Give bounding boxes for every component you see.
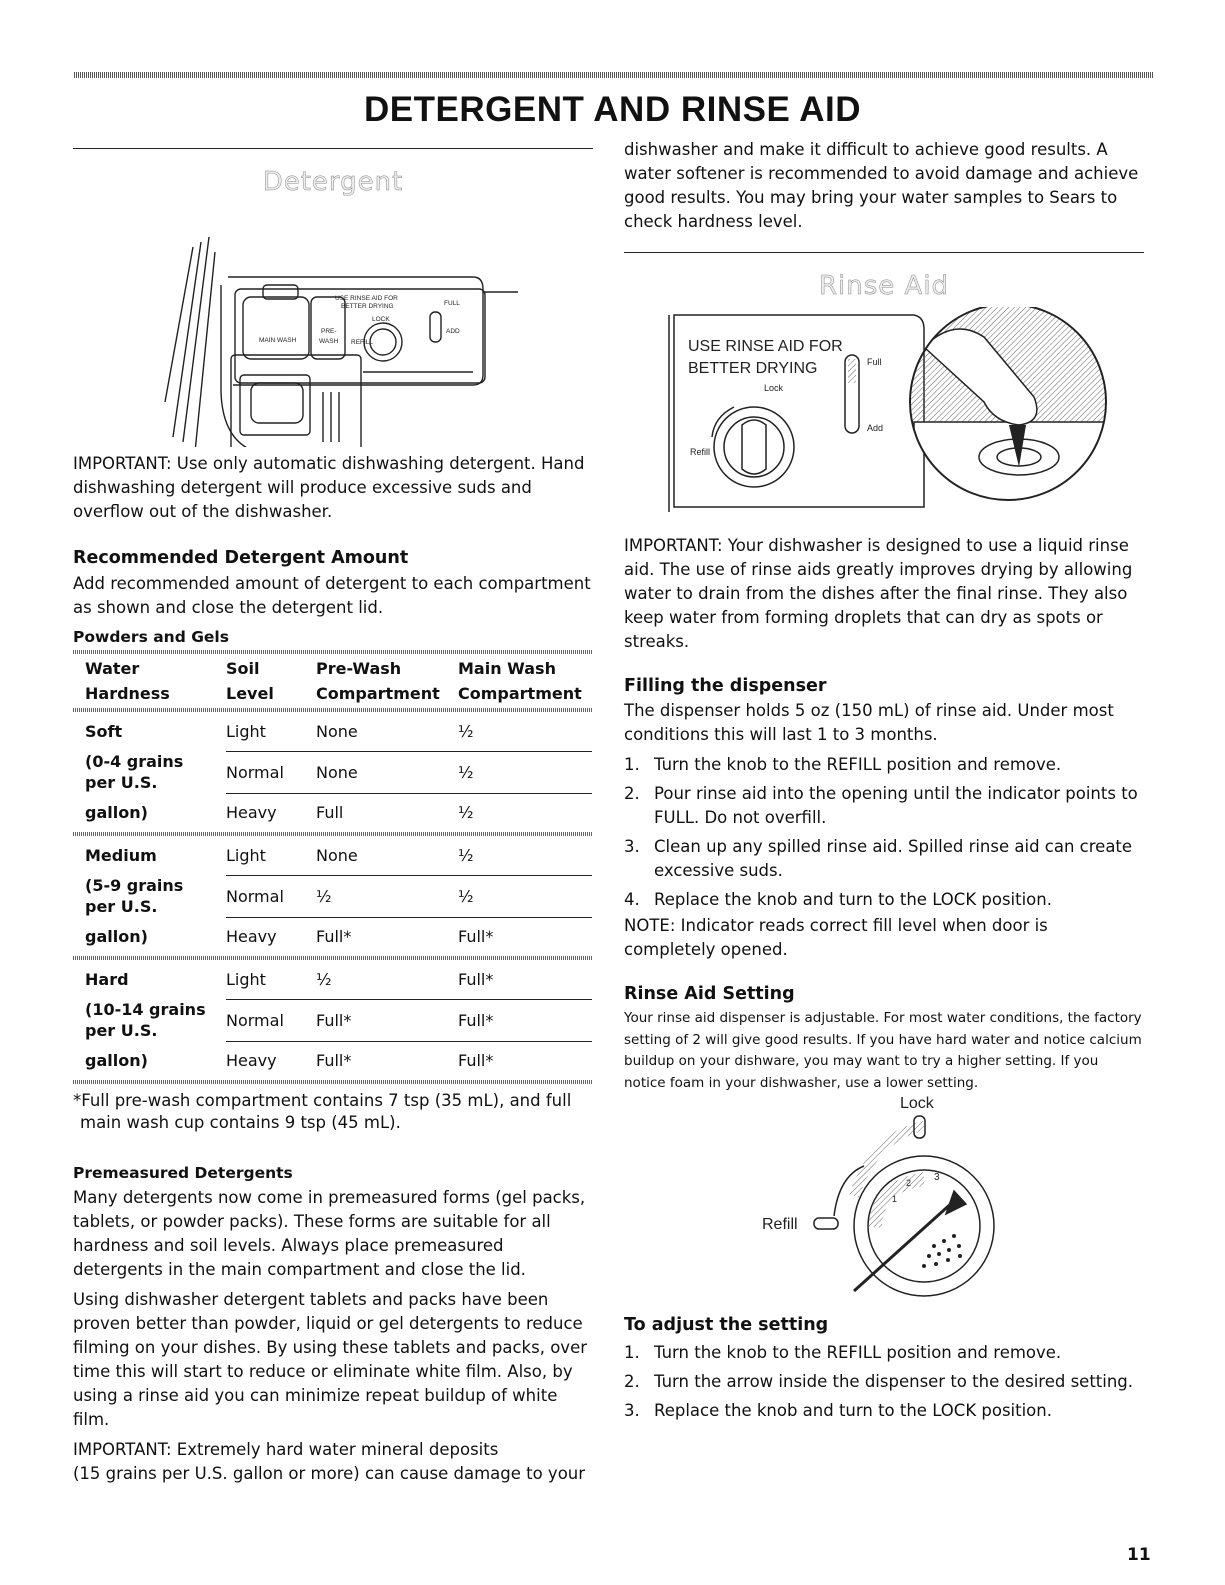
- table-row: [73, 875, 592, 917]
- svg-text:MAIN WASH: MAIN WASH: [259, 337, 297, 344]
- group-divider-hatch: [73, 1080, 593, 1084]
- knob-setting-illustration: [624, 1086, 1144, 1311]
- hardness-cell: (5-9 grains per U.S.: [85, 876, 184, 916]
- detergent-important-text: IMPORTANT: Use only automatic dishwashing detergent. Hand dishwashing detergent will produce excessive suds and overflow out of the dishwasher.: [73, 454, 585, 521]
- hardness-group: [73, 712, 592, 832]
- rinse-aid-illustration: [624, 307, 1144, 522]
- main-wash-cell: Full*: [458, 960, 592, 999]
- pre-wash-cell: ½: [316, 875, 458, 917]
- table-row: [73, 999, 592, 1041]
- table-row: [73, 712, 592, 751]
- main-wash-cell: ½: [458, 803, 474, 823]
- hardness-cell: (0-4 grains per U.S.: [85, 752, 184, 792]
- table-row: [73, 793, 592, 832]
- filling-step: 1. Turn the knob to the REFILL position and remove.: [624, 755, 1062, 774]
- right-column: [624, 138, 1144, 1428]
- header-soil-level: Soil Level: [226, 659, 274, 703]
- detergent-table: [73, 654, 592, 708]
- top-hatch-bar: [74, 72, 1154, 78]
- pre-wash-cell: Full*: [316, 999, 458, 1041]
- filling-text: The dispenser holds 5 oz (150 mL) of rinse aid. Under most conditions this will last 1 to 3 months.: [624, 701, 1114, 744]
- svg-text:Full: Full: [867, 357, 882, 367]
- soil-cell: Heavy: [226, 927, 277, 947]
- hardness-cell: gallon): [85, 1051, 148, 1070]
- svg-text:LOCK: LOCK: [372, 316, 390, 323]
- table-row: [73, 836, 592, 875]
- soil-cell: Normal: [226, 875, 316, 917]
- powders-heading: Powders and Gels: [73, 628, 229, 646]
- hardness-cell: (10-14 grains per U.S.: [85, 1000, 206, 1040]
- header-main-wash: Main Wash Compartment: [458, 659, 582, 703]
- filling-step: 3. Clean up any spilled rinse aid. Spilled rinse aid can create excessive suds.: [624, 837, 1133, 880]
- svg-text:USE RINSE AID FOR: USE RINSE AID FOR: [688, 338, 843, 355]
- table-row: [73, 960, 592, 999]
- premeasured-paragraph-1: Many detergents now come in premeasured forms (gel packs, tablets, or powder packs). These forms are suitable for all hardness and soil levels. Always place premeasured detergents in the main compartment and close the lid.: [73, 1188, 586, 1279]
- rinse-important-text: IMPORTANT: Your dishwasher is designed to use a liquid rinse aid. The use of rinse aids greatly improves drying by allowing water to drain from the dishes after the final rinse. They also keep water from forming droplets that can dry as spots or streaks.: [624, 536, 1133, 651]
- section-rule-right: [624, 252, 1144, 253]
- svg-text:Refill: Refill: [690, 447, 711, 457]
- svg-text:FULL: FULL: [444, 300, 460, 307]
- page-title: DETERGENT AND RINSE AID: [364, 90, 861, 129]
- svg-text:WASH: WASH: [319, 338, 339, 345]
- main-wash-cell: Full*: [458, 999, 592, 1041]
- soil-cell: Light: [226, 712, 316, 751]
- recommended-heading: Recommended Detergent Amount: [73, 548, 409, 568]
- table-row: [73, 751, 592, 793]
- svg-text:BETTER DRYING: BETTER DRYING: [688, 360, 818, 377]
- table-row: [73, 917, 592, 956]
- premeasured-paragraph-2: Using dishwasher detergent tablets and packs have been proven better than powder, liquid or gel detergents to reduce filming on your dishes. By using these tablets and packs, over time this will start to reduce or eliminate white film. Also, by using a rinse aid you can minimize repeat buildup of white film.: [73, 1290, 587, 1429]
- main-wash-cell: ½: [458, 836, 592, 875]
- main-wash-cell: Full*: [458, 927, 494, 947]
- footnote: *Full pre-wash compartment contains 7 tsp (35 mL), and full main wash cup contains 9 tsp (45 mL).: [73, 1091, 572, 1132]
- adjust-heading: To adjust the setting: [624, 1315, 829, 1335]
- main-wash-cell: ½: [458, 712, 592, 751]
- adjust-step: 1. Turn the knob to the REFILL position and remove.: [624, 1343, 1062, 1362]
- pre-wash-cell: Full*: [316, 927, 352, 947]
- table-row: [73, 1041, 592, 1080]
- filling-step: 2. Pour rinse aid into the opening until the indicator points to FULL. Do not overfill.: [624, 784, 1138, 827]
- hardness-group: [73, 836, 592, 956]
- page-number: 11: [1127, 1545, 1151, 1565]
- detergent-heading: Detergent: [262, 167, 404, 197]
- svg-text:PRE-: PRE-: [321, 328, 337, 335]
- svg-text:2: 2: [906, 1178, 912, 1188]
- main-wash-cell: ½: [458, 751, 592, 793]
- pre-wash-cell: ½: [316, 960, 458, 999]
- svg-text:USE RINSE AID FOR: USE RINSE AID FOR: [335, 295, 398, 302]
- adjust-steps: [624, 1341, 1144, 1423]
- detergent-dispenser-illustration: [73, 197, 593, 447]
- section-rule: [73, 148, 593, 149]
- svg-text:1: 1: [892, 1194, 898, 1204]
- header-water-hardness: Water Hardness: [85, 659, 170, 703]
- hardness-cell: Hard: [85, 970, 129, 989]
- recommended-text: Add recommended amount of detergent to each compartment as shown and close the detergent lid.: [73, 574, 591, 617]
- hardness-cell: Soft: [85, 722, 123, 741]
- svg-text:3: 3: [934, 1172, 940, 1183]
- pre-wash-cell: None: [316, 712, 458, 751]
- svg-text:ADD: ADD: [446, 328, 460, 335]
- filling-heading: Filling the dispenser: [624, 676, 827, 696]
- svg-text:REFILL: REFILL: [351, 339, 374, 346]
- premeasured-heading: Premeasured Detergents: [73, 1164, 293, 1182]
- hardness-cell: gallon): [85, 927, 148, 946]
- pre-wash-cell: None: [316, 751, 458, 793]
- continued-text: dishwasher and make it difficult to achieve good results. A water softener is recommended to avoid damage and achieve good results. You may bring your water samples to Sears to check hardness level.: [624, 140, 1139, 231]
- svg-text:BETTER DRYING: BETTER DRYING: [341, 303, 394, 310]
- note-text: NOTE: Indicator reads correct fill level when door is completely opened.: [624, 916, 1048, 959]
- main-wash-cell: Full*: [458, 1051, 494, 1071]
- soil-cell: Heavy: [226, 803, 277, 823]
- hardness-cell: gallon): [85, 803, 148, 822]
- hardness-cell: Medium: [85, 846, 157, 865]
- premeasured-paragraph-3: IMPORTANT: Extremely hard water mineral deposits (15 grains per U.S. gallon or more) can cause damage to your: [73, 1440, 586, 1483]
- table-header-row: [73, 654, 592, 708]
- filling-steps: [624, 753, 1144, 912]
- hardness-group: [73, 960, 592, 1080]
- soil-cell: Normal: [226, 751, 316, 793]
- soil-cell: Normal: [226, 999, 316, 1041]
- svg-text:Lock: Lock: [764, 383, 784, 393]
- pre-wash-cell: Full*: [316, 1051, 352, 1071]
- setting-text: Your rinse aid dispenser is adjustable. For most water conditions, the factory setting of 2 will give good results. If you have hard water and notice calcium buildup on your dishware, you may want to try a higher setting. If you notice foam in your dishwasher, use a lower setting.: [624, 1010, 1142, 1091]
- svg-text:Lock: Lock: [900, 1095, 934, 1112]
- pre-wash-cell: Full: [316, 803, 344, 823]
- header-pre-wash: Pre-Wash Compartment: [316, 659, 440, 703]
- adjust-step: 3. Replace the knob and turn to the LOCK position.: [624, 1401, 1052, 1420]
- rinse-aid-heading: Rinse Aid: [818, 271, 950, 301]
- soil-cell: Heavy: [226, 1051, 277, 1071]
- svg-text:Refill: Refill: [762, 1216, 798, 1233]
- adjust-step: 2. Turn the arrow inside the dispenser to the desired setting.: [624, 1372, 1134, 1391]
- table-groups: [73, 712, 593, 1084]
- setting-heading: Rinse Aid Setting: [624, 984, 795, 1004]
- pre-wash-cell: None: [316, 836, 458, 875]
- left-column: [73, 148, 593, 1486]
- svg-text:Add: Add: [867, 423, 884, 433]
- soil-cell: Light: [226, 960, 316, 999]
- main-wash-cell: ½: [458, 875, 592, 917]
- filling-step: 4. Replace the knob and turn to the LOCK position.: [624, 890, 1052, 909]
- soil-cell: Light: [226, 836, 316, 875]
